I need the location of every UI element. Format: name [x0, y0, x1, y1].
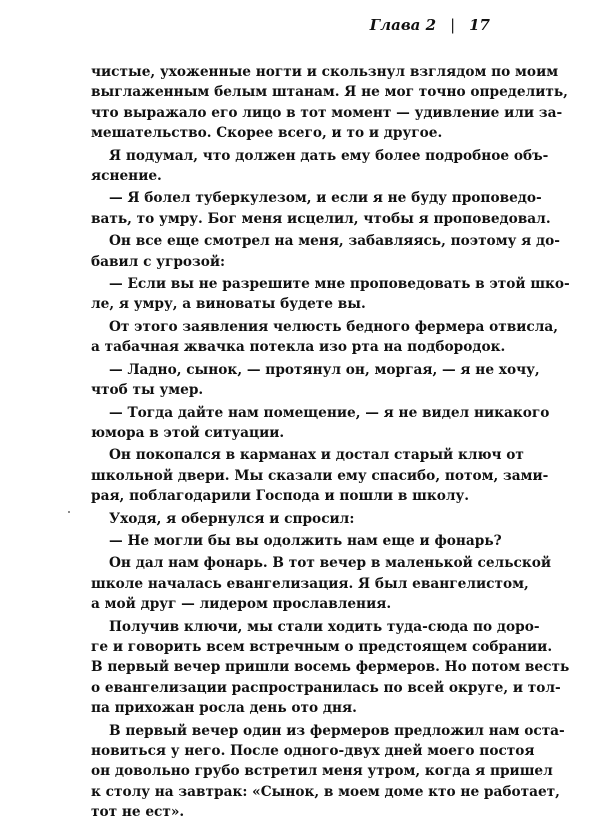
- text-line: к столу на завтрак: «Сынок, в моем доме кто не работает,: [91, 783, 560, 800]
- text-line: мешательство. Скорее всего, и то и другое.: [91, 125, 443, 142]
- text-line: бавил с угрозой:: [91, 253, 226, 270]
- text-line: — Тогда дайте нам помещение, — я не видел никакого: [109, 404, 550, 421]
- text-line: школьной двери. Мы сказали ему спасибо, потом, зами-: [91, 467, 549, 484]
- text-line: он довольно грубо встретил меня утром, когда я пришел: [91, 763, 553, 780]
- text-line: рая, поблагодарили Господа и пошли в школу.: [91, 488, 470, 505]
- body-text: [91, 62, 570, 823]
- text-line: новиться у него. После одного-двух дней моего постоя: [91, 743, 535, 759]
- text-line: В первый вечер один из фермеров предложил нам оста-: [109, 722, 565, 739]
- text-line: ге и говорить всем встречным о предстоящем собрании.: [91, 638, 553, 655]
- page-number: 17: [469, 16, 490, 34]
- text-line: От этого заявления челюсть бедного фермера отвисла,: [109, 318, 559, 335]
- text-line: яснение.: [91, 168, 162, 185]
- chapter-title: Глава 2: [369, 16, 437, 34]
- text-line: чтоб ты умер.: [91, 382, 204, 399]
- text-line: — Не могли бы вы одолжить нам еще и фонарь?: [109, 532, 502, 549]
- text-line: Он покопался в карманах и достал старый ключ от: [109, 447, 524, 464]
- text-line: выглаженным белым штанам. Я не мог точно определить,: [91, 84, 568, 101]
- text-line: Я подумал, что должен дать ему более подробное объ-: [109, 147, 549, 164]
- text-line: юмора в этой ситуации.: [91, 424, 285, 441]
- text-line: а мой друг — лидером прославления.: [91, 596, 392, 613]
- text-line: — Я болел туберкулезом, и если я не буду проповедо-: [109, 190, 542, 207]
- text-line: ле, я умру, а виноваты будете вы.: [91, 296, 366, 313]
- text-line: Уходя, я обернулся и спросил:: [109, 510, 355, 527]
- text-line: — Если вы не разрешите мне проповедовать в этой шко-: [109, 276, 570, 293]
- text-line: Получив ключи, мы стали ходить туда-сюда по доро-: [109, 618, 540, 635]
- text-line: Он все еще смотрел на меня, забавляясь, поэтому я до-: [109, 233, 560, 250]
- text-line: па прихожан росла день ото дня.: [91, 700, 357, 717]
- text-line: чистые, ухоженные ногти и скользнул взглядом по моим: [91, 64, 559, 80]
- text-line: Он дал нам фонарь. В тот вечер в маленькой сельской: [109, 555, 551, 572]
- running-header: [370, 16, 490, 34]
- text-line: — Ладно, сынок, — протянул он, моргая, — я не хочу,: [109, 361, 540, 378]
- text-line: школе началась евангелизация. Я был евангелистом,: [91, 575, 529, 592]
- header-separator: |: [450, 16, 456, 34]
- text-line: а табачная жвачка потекла изо рта на подбородок.: [91, 339, 506, 356]
- print-speck: [68, 511, 70, 513]
- text-line: В первый вечер пришли восемь фермеров. Но потом весть: [91, 659, 570, 676]
- text-line: о евангелизации распространилась по всей округе, и тол-: [91, 679, 561, 696]
- text-line: тот не ест».: [91, 804, 185, 821]
- text-line: что выражало его лицо в тот момент — удивление или за-: [91, 104, 563, 121]
- text-line: вать, то умру. Бог меня исцелил, чтобы я проповедовал.: [91, 210, 551, 227]
